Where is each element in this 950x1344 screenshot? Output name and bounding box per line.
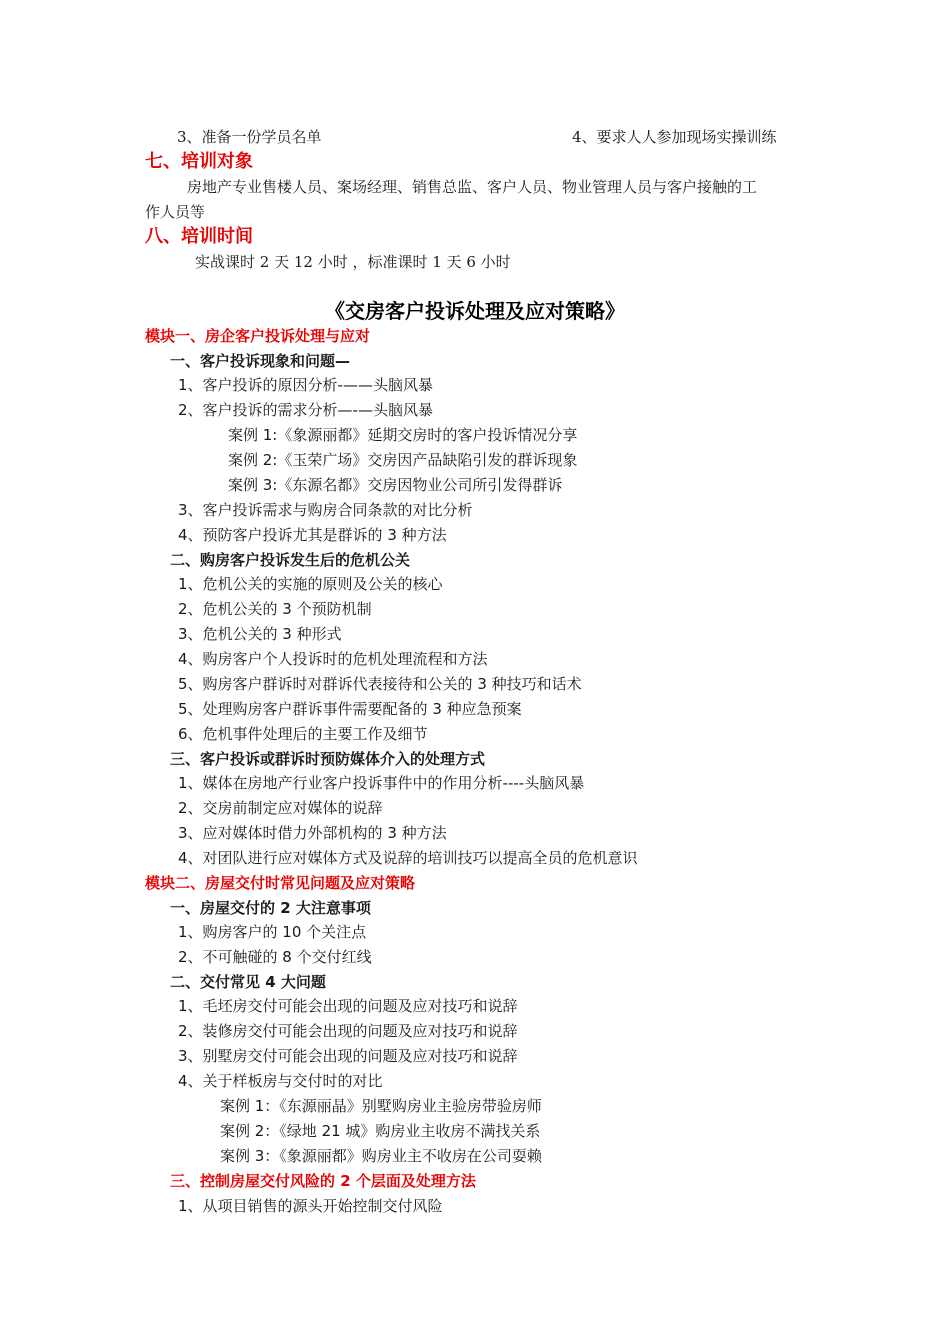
- list-item: 1、危机公关的实施的原则及公关的核心: [178, 575, 443, 593]
- section7-title: 七、培训对象: [145, 151, 253, 172]
- module2-title: 模块二、房屋交付时常见问题及应对策略: [145, 874, 416, 892]
- list-item: 3、危机公关的 3 种形式: [178, 625, 342, 643]
- list-item: 3、客户投诉需求与购房合同条款的对比分析: [178, 501, 473, 519]
- list-item: 4、购房客户个人投诉时的危机处理流程和方法: [178, 650, 488, 668]
- module1-title: 模块一、房企客户投诉处理与应对: [145, 327, 371, 345]
- list-item: 1、购房客户的 10 个关注点: [178, 923, 367, 941]
- list-item: 3、别墅房交付可能会出现的问题及应对技巧和说辞: [178, 1047, 518, 1065]
- list-item: 3、应对媒体时借力外部机构的 3 种方法: [178, 824, 447, 842]
- case-item: 案例 1:《象源丽都》延期交房时的客户投诉情况分享: [228, 426, 578, 444]
- case-item: 案例 2：《绿地 21 城》购房业主收房不满找关系: [220, 1122, 541, 1140]
- section7-body-line1: 房地产专业售楼人员、案场经理、销售总监、客户人员、物业管理人员与客户接触的工: [187, 178, 758, 196]
- case-item: 案例 3:《东源名都》交房因物业公司所引发得群诉: [228, 476, 563, 494]
- list-item: 4、关于样板房与交付时的对比: [178, 1072, 383, 1090]
- list-item: 2、危机公关的 3 个预防机制: [178, 600, 372, 618]
- case-item: 案例 1：《东源丽晶》别墅购房业主验房带验房师: [220, 1097, 542, 1115]
- list-item: 2、装修房交付可能会出现的问题及应对技巧和说辞: [178, 1022, 518, 1040]
- section7-body-line2: 作人员等: [145, 203, 206, 221]
- module2-part2-heading: 二、交付常见 4 大问题: [170, 973, 326, 991]
- list-item: 2、客户投诉的需求分析—-—头脑风暴: [178, 401, 433, 419]
- prep-item-3: 3、准备一份学员名单: [177, 128, 322, 146]
- list-item: 1、从项目销售的源头开始控制交付风险: [178, 1197, 443, 1215]
- list-item: 5、处理购房客户群诉事件需要配备的 3 种应急预案: [178, 700, 522, 718]
- module2-part1-heading: 一、房屋交付的 2 大注意事项: [170, 899, 371, 917]
- module1-part2-heading: 二、购房客户投诉发生后的危机公关: [170, 551, 411, 569]
- case-item: 案例 3：《象源丽都》购房业主不收房在公司耍赖: [220, 1147, 542, 1165]
- course-title: 《交房客户投诉处理及应对策略》: [325, 299, 625, 323]
- list-item: 1、毛坯房交付可能会出现的问题及应对技巧和说辞: [178, 997, 518, 1015]
- list-item: 5、购房客户群诉时对群诉代表接待和公关的 3 种技巧和话术: [178, 675, 582, 693]
- list-item: 1、客户投诉的原因分析-——头脑风暴: [178, 376, 433, 394]
- module1-part3-heading: 三、客户投诉或群诉时预防媒体介入的处理方式: [170, 750, 486, 768]
- module1-part1-heading: 一、客户投诉现象和问题—: [170, 352, 351, 370]
- section8-body: 实战课时 2 天 12 小时 ，标准课时 1 天 6 小时: [195, 253, 511, 271]
- list-item: 4、预防客户投诉尤其是群诉的 3 种方法: [178, 526, 447, 544]
- case-item: 案例 2:《玉荣广场》交房因产品缺陷引发的群诉现象: [228, 451, 578, 469]
- list-item: 1、媒体在房地产行业客户投诉事件中的作用分析----头脑风暴: [178, 774, 585, 792]
- prep-item-4: 4、要求人人参加现场实操训练: [572, 128, 777, 146]
- list-item: 2、交房前制定应对媒体的说辞: [178, 799, 383, 817]
- list-item: 6、危机事件处理后的主要工作及细节: [178, 725, 428, 743]
- list-item: 2、不可触碰的 8 个交付红线: [178, 948, 372, 966]
- module2-part3-heading: 三、控制房屋交付风险的 2 个层面及处理方法: [170, 1172, 476, 1190]
- list-item: 4、对团队进行应对媒体方式及说辞的培训技巧以提高全员的危机意识: [178, 849, 638, 867]
- section8-title: 八、培训时间: [145, 226, 253, 247]
